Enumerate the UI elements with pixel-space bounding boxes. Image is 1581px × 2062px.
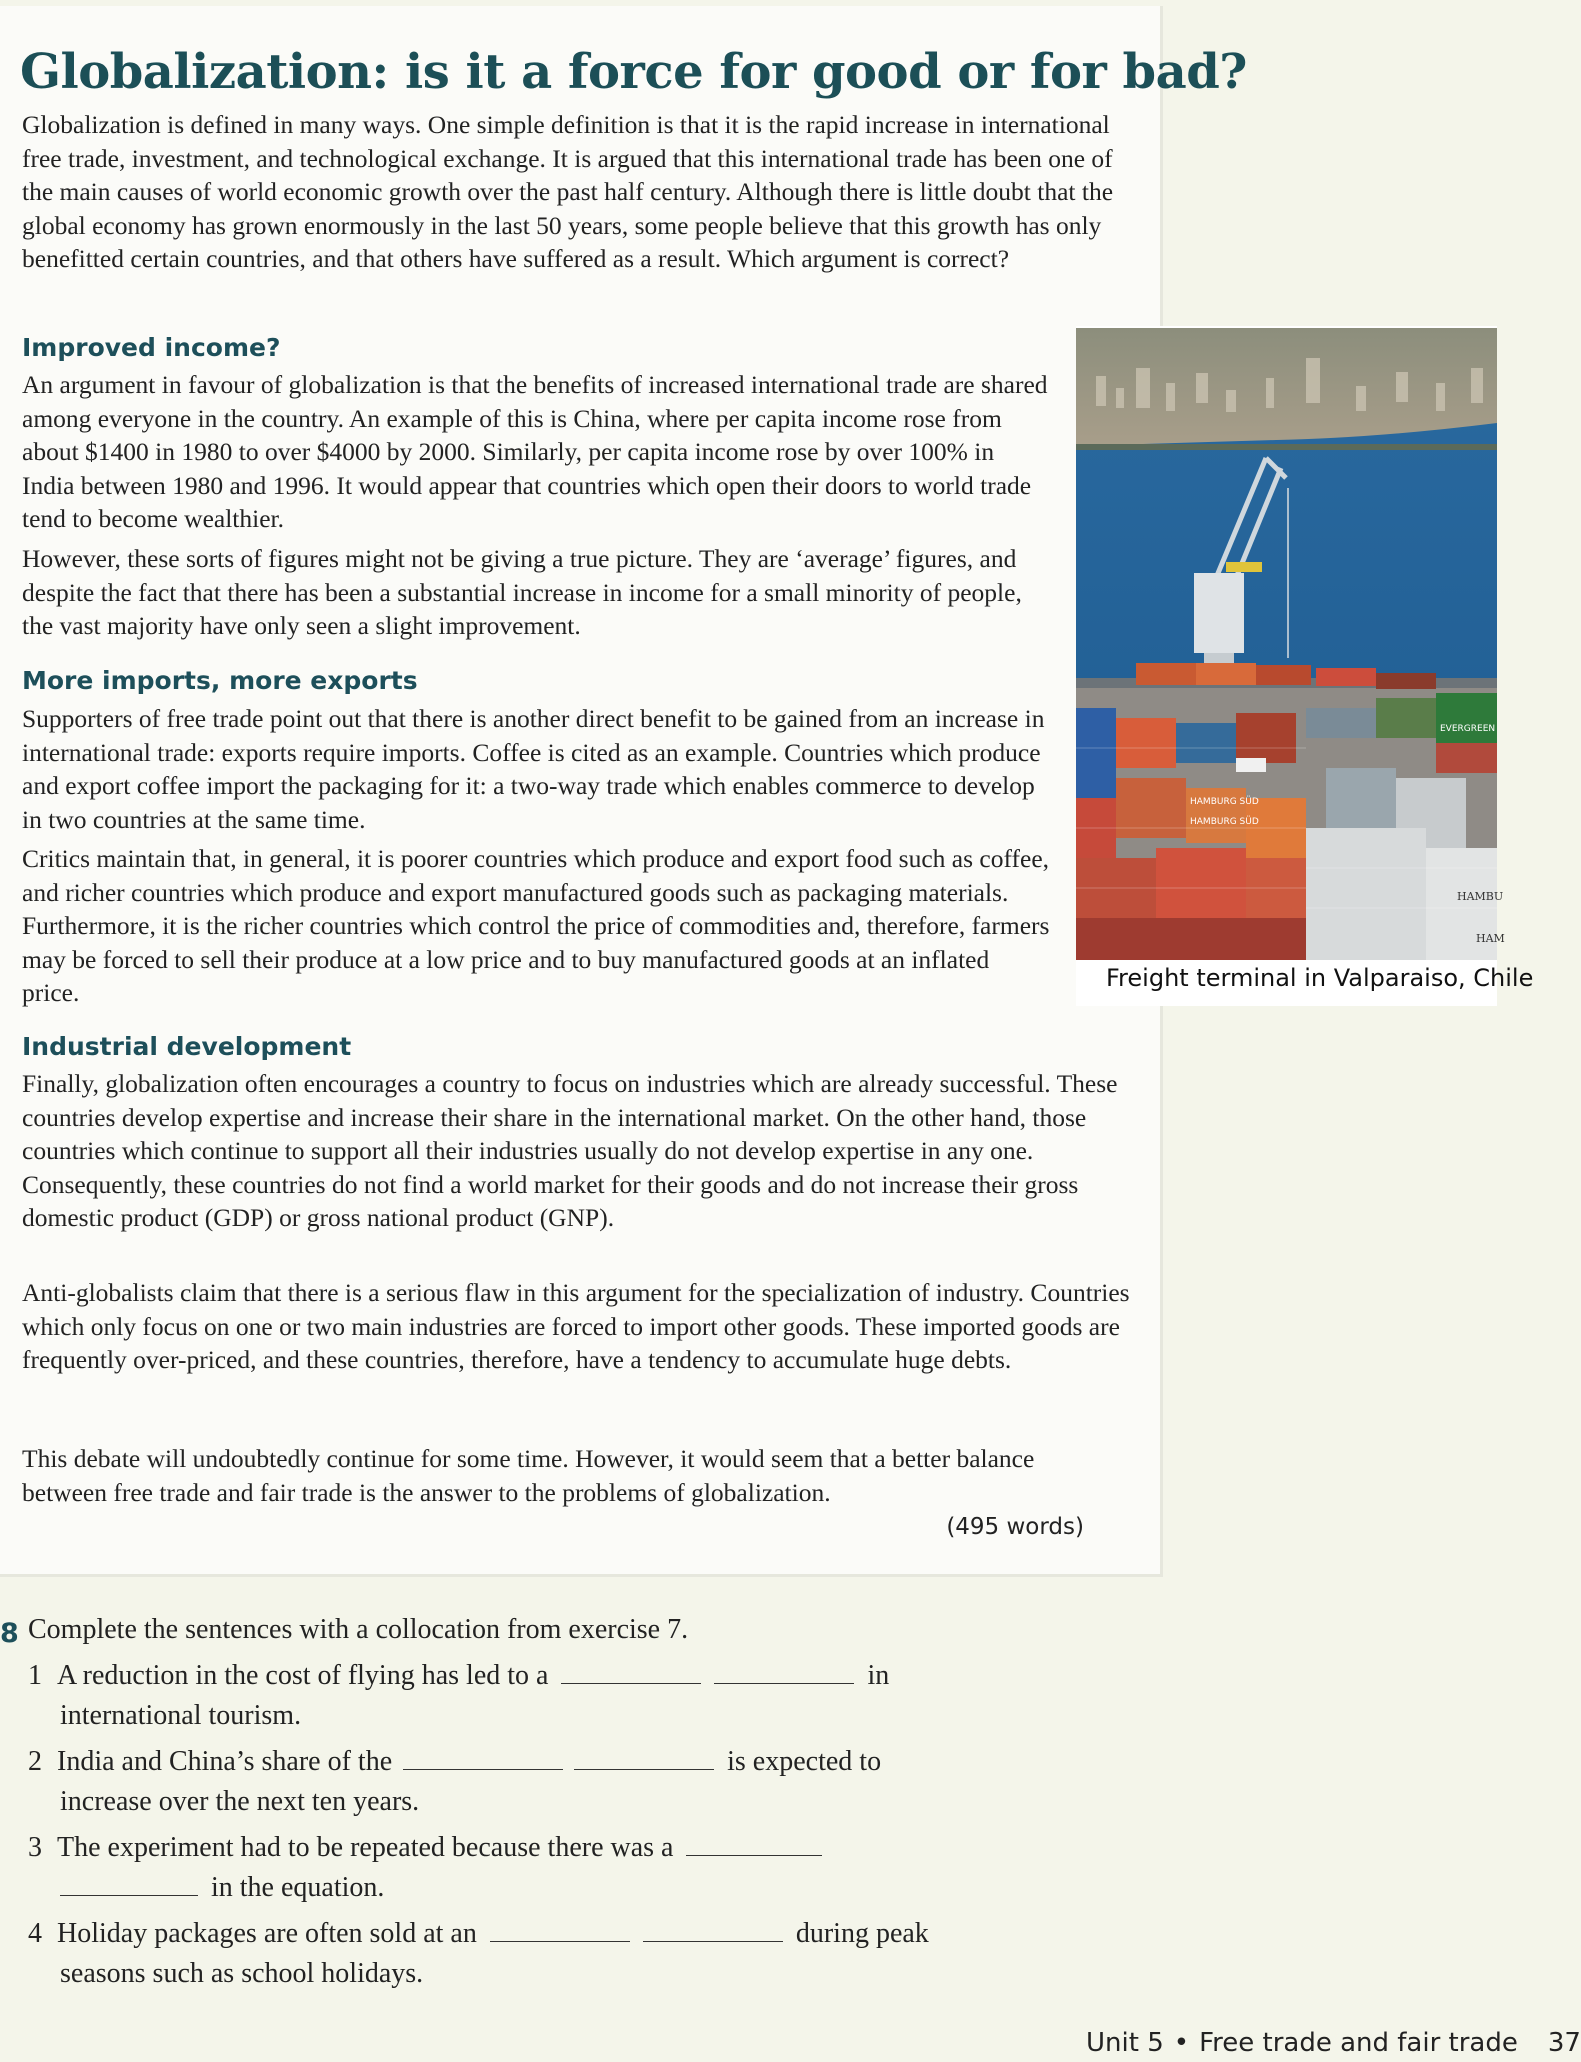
heading-imports-exports: More imports, more exports [22,666,418,695]
item-number: 3 [28,1832,42,1863]
answer-blank[interactable] [714,1661,854,1684]
item-continuation: seasons such as school holidays. [60,1958,424,1989]
answer-blank[interactable] [403,1747,563,1770]
page-number: 37 [1547,2028,1581,2058]
exercise-item-3-line2 [60,1872,384,1904]
exercise-number: 8 [0,1618,19,1649]
item-text: during peak [795,1918,929,1949]
answer-blank[interactable] [574,1747,714,1770]
exercise-item-3 [28,1832,822,1864]
exercise-instruction: Complete the sentences with a collocation from exercise 7. [28,1614,689,1645]
paragraph-industry-2: Anti-globalists claim that there is a serious flaw in this argument for the specialization of industry. Countries which only focus on one or two main industries are forced to import other goods. These imported goods are frequently over-priced, and these countries, therefore, have a tendency to accumulate huge debts. [22,1278,1130,1374]
article-title: Globalization: is it a force for good or for bad? [20,44,1247,100]
footer-separator: • [1173,2028,1190,2058]
paragraph-income-1: An argument in favour of globalization is that the benefits of increased international trade are shared among everyone in the country. An example of this is China, where per capita income rose from about $1400 in 1980 to over $4000 by 2000. Similarly, per capita income rose by over 100% in India between 1980 and 1996. It would appear that countries which open their doors to world trade tend to become wealthier. [22,370,1048,533]
item-number: 2 [28,1746,42,1777]
item-text: in [867,1660,890,1691]
footer-topic: Free trade and fair trade [1199,2028,1518,2058]
item-text: The experiment had to be repeated because there was a [57,1832,674,1863]
photo-caption: Freight terminal in Valparaiso, Chile [1106,964,1534,992]
footer-unit: Unit 5 [1086,2028,1164,2058]
article-panel [0,6,1534,1577]
container-label: HAMBURG SÜD [1190,817,1259,827]
container-label: HAM [1476,932,1505,945]
answer-blank[interactable] [490,1919,630,1942]
container-label: HAMBU [1457,890,1504,903]
answer-blank[interactable] [643,1919,783,1942]
heading-industrial-development: Industrial development [22,1032,352,1061]
answer-blank[interactable] [561,1661,701,1684]
paragraph-income-2: However, these sorts of figures might not be giving a true picture. They are ‘average’ figures, and despite the fact that there has been a substantial increase in income for a small minority of people, the vast majority have only seen a slight improvement. [22,544,1022,640]
item-continuation: international tourism. [60,1700,302,1731]
container-label: HAMBURG SÜD [1190,797,1259,807]
heading-improved-income: Improved income? [22,333,281,362]
item-continuation: in the equation. [211,1872,385,1903]
item-text: India and China’s share of the [57,1746,393,1777]
conclusion-paragraph: This debate will undoubtedly continue for some time. However, it would seem that a better balance between free trade and fair trade is the answer to the problems of globalization. [22,1444,1035,1507]
answer-blank[interactable] [60,1873,198,1896]
intro-paragraph: Globalization is defined in many ways. One simple definition is that it is the rapid increase in international free trade, investment, and technological exchange. It is argued that this international trade has been one of the main causes of world economic growth over the past half century. Although there is little doubt that the global economy has grown enormously in the last 50 years, some people believe that this growth has only benefitted certain countries, and that others have suffered as a result. Which argument is correct? [22,110,1114,273]
item-number: 1 [28,1660,42,1691]
paragraph-imports-1: Supporters of free trade point out that there is another direct benefit to be gained from an increase in international trade: exports require imports. Coffee is cited as an example. Countries which produce and export coffee import the packaging for it: a two-way trade which enables commerce to develop in two countries at the same time. [22,704,1045,834]
paragraph-industry-1: Finally, globalization often encourages a country to focus on industries which are already successful. These countries develop expertise and increase their share in the international market. On the other hand, those countries which continue to support all their industries usually do not develop expertise in any one. Consequently, these countries do not find a world market for their goods and do not increase their gross domestic product (GDP) or gross national product (GNP). [22,1069,1118,1232]
photo-figure [1076,326,1534,1006]
item-text: is expected to [727,1746,882,1777]
freight-terminal-photo [1076,328,1505,960]
item-text: Holiday packages are often sold at an [57,1918,477,1949]
item-text: A reduction in the cost of flying has led to a [57,1660,549,1691]
word-count: (495 words) [946,1514,1084,1540]
exercise-item-2 [28,1746,881,1778]
paragraph-imports-2: Critics maintain that, in general, it is poorer countries which produce and export food such as coffee, and richer countries which produce and export manufactured goods such as packaging materials. Furthermore, it is the richer countries which control the price of commodities and, therefore, farmers may be forced to sell their produce at a low price and to buy manufactured goods at an inflated price. [22,844,1050,1007]
container-label: EVERGREEN [1440,724,1496,734]
answer-blank[interactable] [686,1833,822,1856]
item-number: 4 [28,1918,42,1949]
page-footer [1086,2028,1581,2058]
exercise-item-4 [28,1918,929,1950]
item-continuation: increase over the next ten years. [60,1786,420,1817]
exercise-item-1 [28,1660,889,1692]
